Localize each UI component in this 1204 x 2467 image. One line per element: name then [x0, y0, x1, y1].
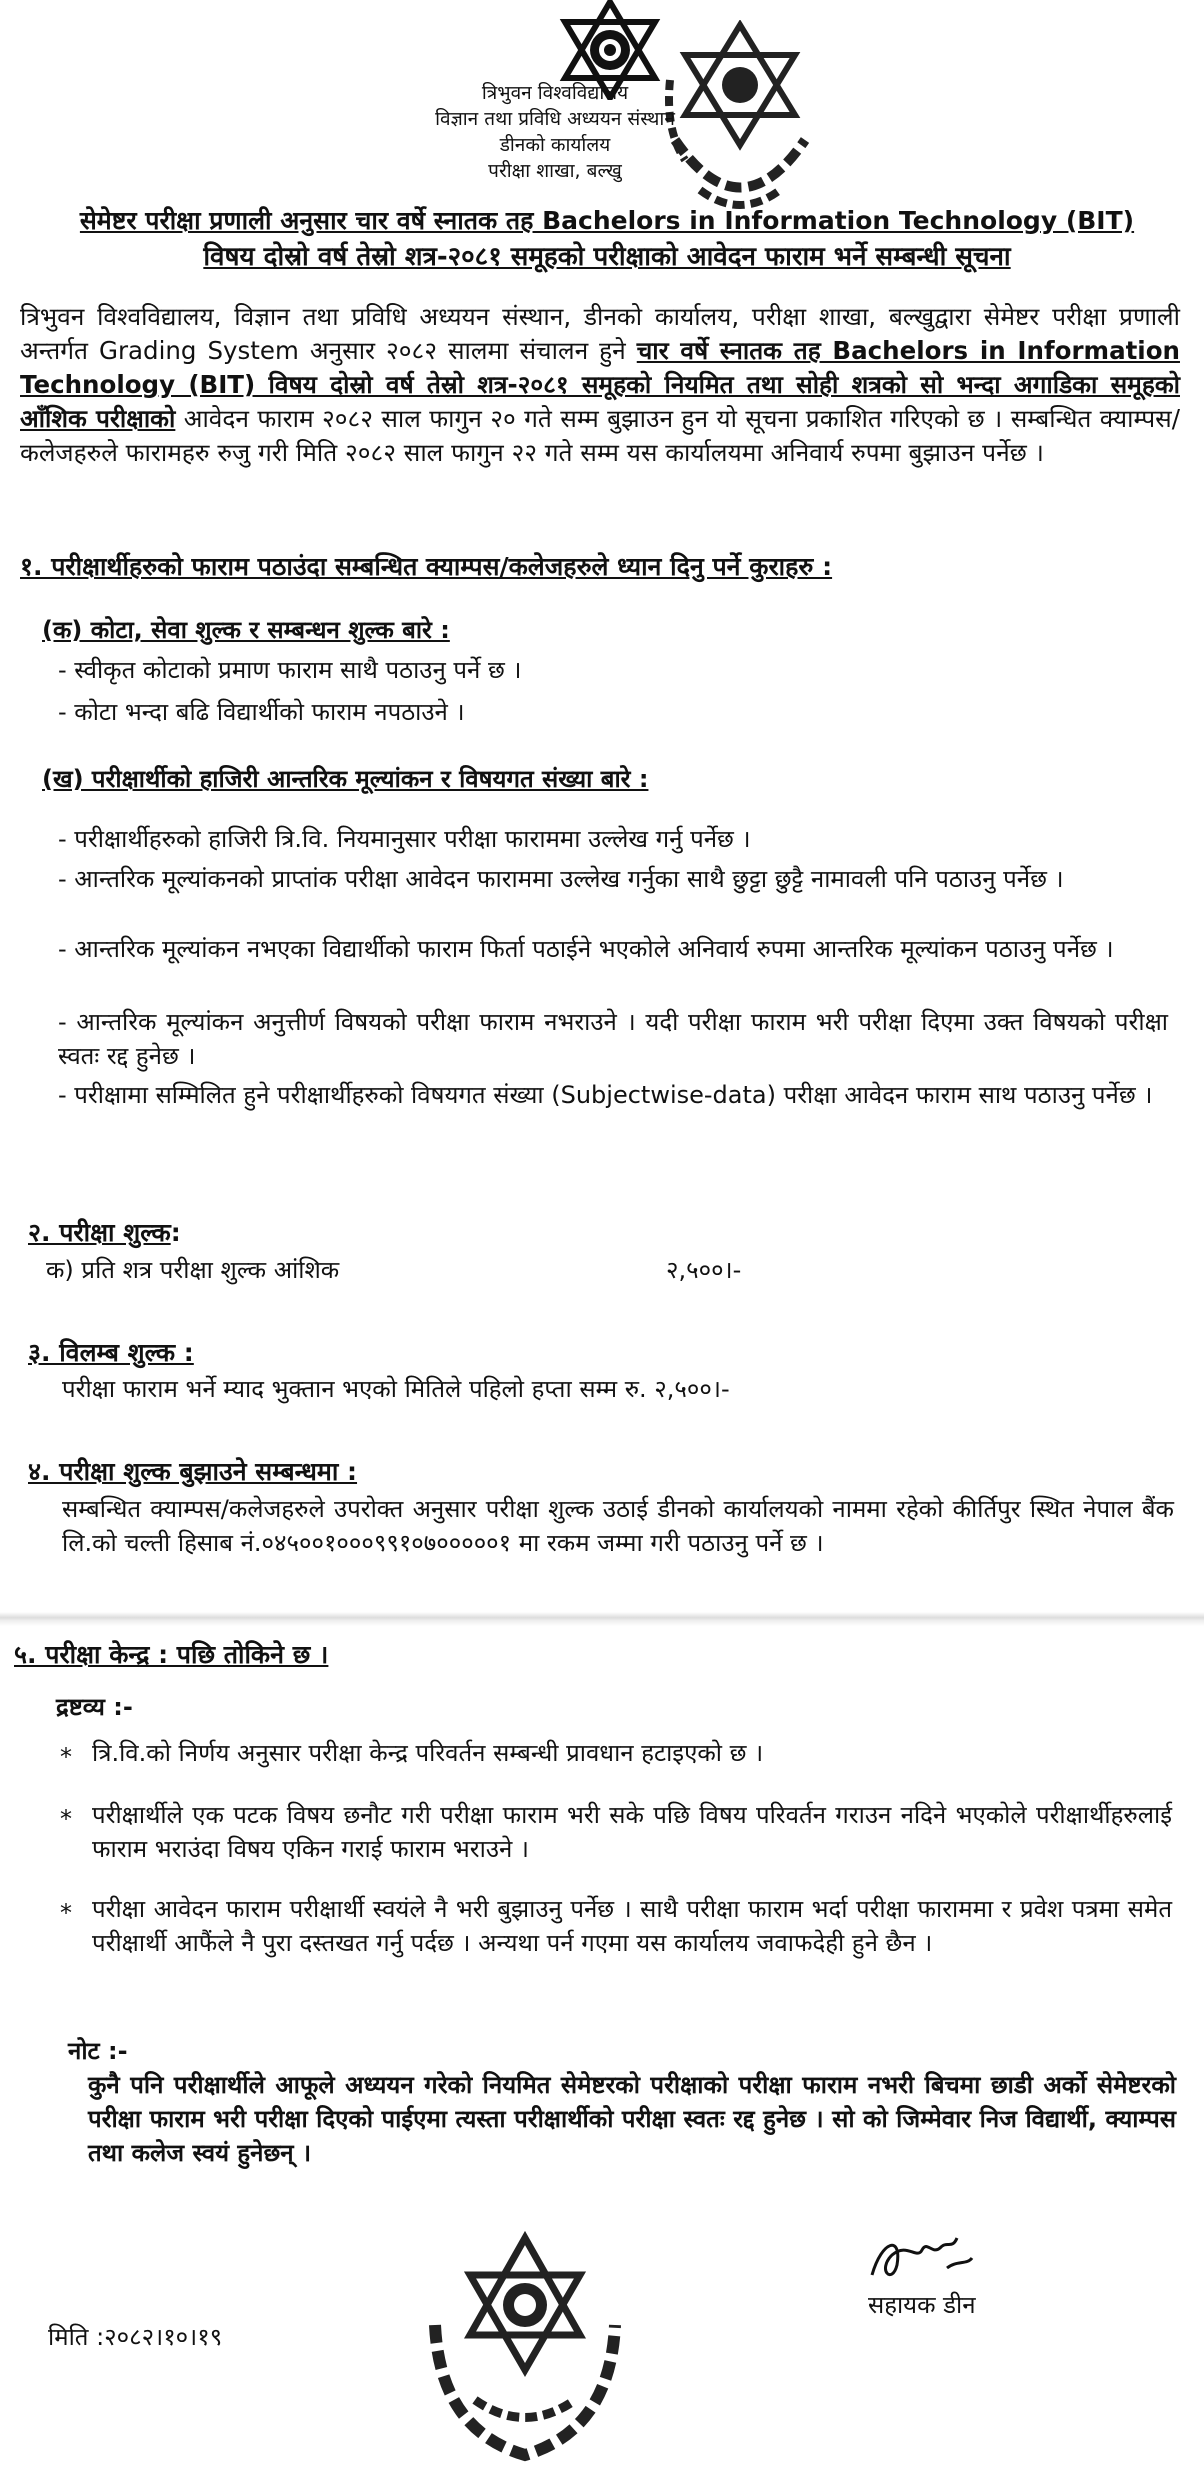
intro-paragraph — [20, 300, 1180, 470]
intro-text-2: आवेदन फाराम २०८२ साल फागुन २० गते सम्म बुझाउन हुन यो सूचना प्रकाशित गरिएको छ । सम्बन्धित क्याम्पस/कलेजहरुले फारामहरु रुजु गरी मिति २०८२ साल फागुन २२ गते सम्म यस कार्यालयमा अनिवार्य रुपमा बुझाउन पर्नेछ । — [20, 404, 1180, 467]
late-fee-text: परीक्षा फाराम भर्ने म्याद भुक्तान भएको मितिले पहिलो हप्ता सम्म रु. २,५००।- — [62, 1375, 730, 1403]
fee-row-value: २,५००।- — [666, 1256, 742, 1284]
section1a-heading: (क) कोटा, सेवा शुल्क र सम्बन्धन शुल्क बारे : — [42, 616, 450, 644]
list-item: परीक्षा आवेदन फाराम परीक्षार्थी स्वयंले नै भरी बुझाउनु पर्नेछ । साथै परीक्षा फाराम भर्दा परीक्षा फाराममा र प्रवेश पत्रमा समेत परीक्षार्थी आफैंले नै पुरा दस्तखत गर्नु पर्दछ । अन्यथा पर्न गएमा यस कार्यालय जवाफदेही हुने छैन । — [92, 1895, 1172, 1957]
section1-heading: १. परीक्षार्थीहरुको फाराम पठाउंदा सम्बन्धित क्याम्पस/कलेजहरुले ध्यान दिनु पर्ने कुराहरु : — [20, 552, 833, 581]
header-office: डीनको कार्यालय — [499, 134, 611, 156]
list-item: - आन्तरिक मूल्यांकन अनुत्तीर्ण विषयको परीक्षा फाराम नभराउने । यदी परीक्षा फाराम भरी परीक्षा दिएमा उक्त विषयको परीक्षा स्वतः रद्द हुनेछ । — [58, 1008, 1168, 1070]
list-item: - आन्तरिक मूल्यांकनको प्राप्तांक परीक्षा आवेदन फाराममा उल्लेख गर्नुका साथै छुट्टा छुट्टै नामावली पनि पठाउनु पर्नेछ । — [58, 865, 1064, 893]
list-item: - स्वीकृत कोटाको प्रमाण फाराम साथै पठाउनु पर्ने छ । — [58, 656, 522, 684]
final-note-heading: नोट :- — [68, 2037, 128, 2065]
issue-date: मिति :२०८२।१०।१९ — [48, 2323, 223, 2351]
signature-mark — [862, 2220, 982, 2290]
list-item: - परीक्षामा सम्मिलित हुने परीक्षार्थीहरुको विषयगत संख्या (Subjectwise-data) परीक्षा आवेदन फाराम साथ पठाउनु पर्नेछ । — [58, 1081, 1153, 1109]
header-institute: विज्ञान तथा प्रविधि अध्ययन संस्थान — [435, 108, 675, 130]
intro-text-bold: चार वर्षे स्नातक तह Bachelors in Information Technology (BIT) विषय दोस्रो वर्ष तेस्रो शत्र-२०८१ समूहको नियमित तथा सोही शत्रको सो भन्दा अगाडिका समूहको आँशिक परीक्षाको — [20, 336, 1180, 433]
signatory-title: सहायक डीन — [868, 2291, 976, 2319]
office-header — [330, 80, 780, 184]
bullet-icon: * — [60, 1805, 72, 1833]
header-section: परीक्षा शाखा, बल्खु — [488, 160, 622, 182]
list-item: त्रि.वि.को निर्णय अनुसार परीक्षा केन्द्र परिवर्तन सम्बन्धी प्रावधान हटाइएको छ । — [92, 1739, 764, 1767]
section2-heading — [28, 1216, 181, 1250]
intro-text-1: त्रिभुवन विश्वविद्यालय, विज्ञान तथा प्रविधि अध्ययन संस्थान, डीनको कार्यालय, परीक्षा शाखा, बल्खुद्वारा सेमेष्टर परीक्षा प्रणाली अन्तर्गत Grading System अनुसार २०८२ सालमा संचालन हुने — [20, 302, 1180, 365]
list-item: - परीक्षार्थीहरुको हाजिरी त्रि.वि. नियमानुसार परीक्षा फाराममा उल्लेख गर्नु पर्नेछ । — [58, 825, 751, 853]
header-university: त्रिभुवन विश्वविद्यालय — [481, 82, 629, 104]
note-heading: द्रष्टव्य :- — [56, 1693, 133, 1721]
notice-title-line1: सेमेष्टर परीक्षा प्रणाली अनुसार चार वर्षे स्नातक तह Bachelors in Information Technology (BIT) — [79, 206, 1135, 235]
notice-title-line2: विषय दोस्रो वर्ष तेस्रो शत्र-२०८१ समूहको परीक्षाको आवेदन फाराम भर्ने सम्बन्धी सूचना — [203, 242, 1011, 272]
final-note-text: कुनै पनि परीक्षार्थीले आफूले अध्ययन गरेको नियमित सेमेष्टरको परीक्षाको परीक्षा फाराम नभरी बिचमा छाडी अर्को सेमेष्टरको परीक्षा फाराम भरी परीक्षा दिएको पाईएमा त्यस्ता परीक्षार्थीको परीक्षा स्वतः रद्द हुनेछ । सो को जिम्मेवार निज विद्यार्थी, क्याम्पस तथा कलेज स्वयं हुनेछन् । — [88, 2071, 1176, 2167]
section2-heading-text: २. परीक्षा शुल्क — [28, 1218, 171, 1247]
fee-row-label: क) प्रति शत्र परीक्षा शुल्क आंशिक — [46, 1256, 340, 1284]
section3-heading: ३. विलम्ब शुल्क : — [28, 1338, 194, 1367]
bullet-icon: * — [60, 1899, 72, 1927]
list-item: - आन्तरिक मूल्यांकन नभएका विद्यार्थीको फाराम फिर्ता पठाईने भएकोले अनिवार्य रुपमा आन्तरिक मूल्यांकन पठाउनु पर्नेछ । — [58, 935, 1114, 963]
section4-heading: ४. परीक्षा शुल्क बुझाउने सम्बन्धमा : — [28, 1457, 358, 1486]
payment-text: सम्बन्धित क्याम्पस/कलेजहरुले उपरोक्त अनुसार परीक्षा शुल्क उठाई डीनको कार्यालयको नाममा रहेको कीर्तिपुर स्थित नेपाल बैंक लि.को चल्ती हिसाब नं.०४५००१०००९९१०७०००००१ मा रकम जम्मा गरी पठाउनु पर्ने छ । — [62, 1495, 1174, 1557]
section2-colon: : — [170, 1218, 181, 1247]
scan-fold-line — [0, 1612, 1204, 1626]
section1b-heading: (ख) परीक्षार्थीको हाजिरी आन्तरिक मूल्यांकन र विषयगत संख्या बारे : — [42, 765, 649, 793]
list-item: - कोटा भन्दा बढि विद्यार्थीको फाराम नपठाउने । — [58, 698, 465, 726]
bullet-icon: * — [60, 1743, 72, 1771]
section5-heading: ५. परीक्षा केन्द्र : पछि तोकिने छ । — [14, 1640, 329, 1669]
office-stamp-bottom — [420, 2230, 630, 2467]
list-item: परीक्षार्थीले एक पटक विषय छनौट गरी परीक्षा फाराम भरी सके पछि विषय परिवर्तन गराउन नदिने भएकोले परीक्षार्थीहरुलाई फाराम भराउंदा विषय एकिन गराई फाराम भराउने । — [92, 1801, 1172, 1863]
